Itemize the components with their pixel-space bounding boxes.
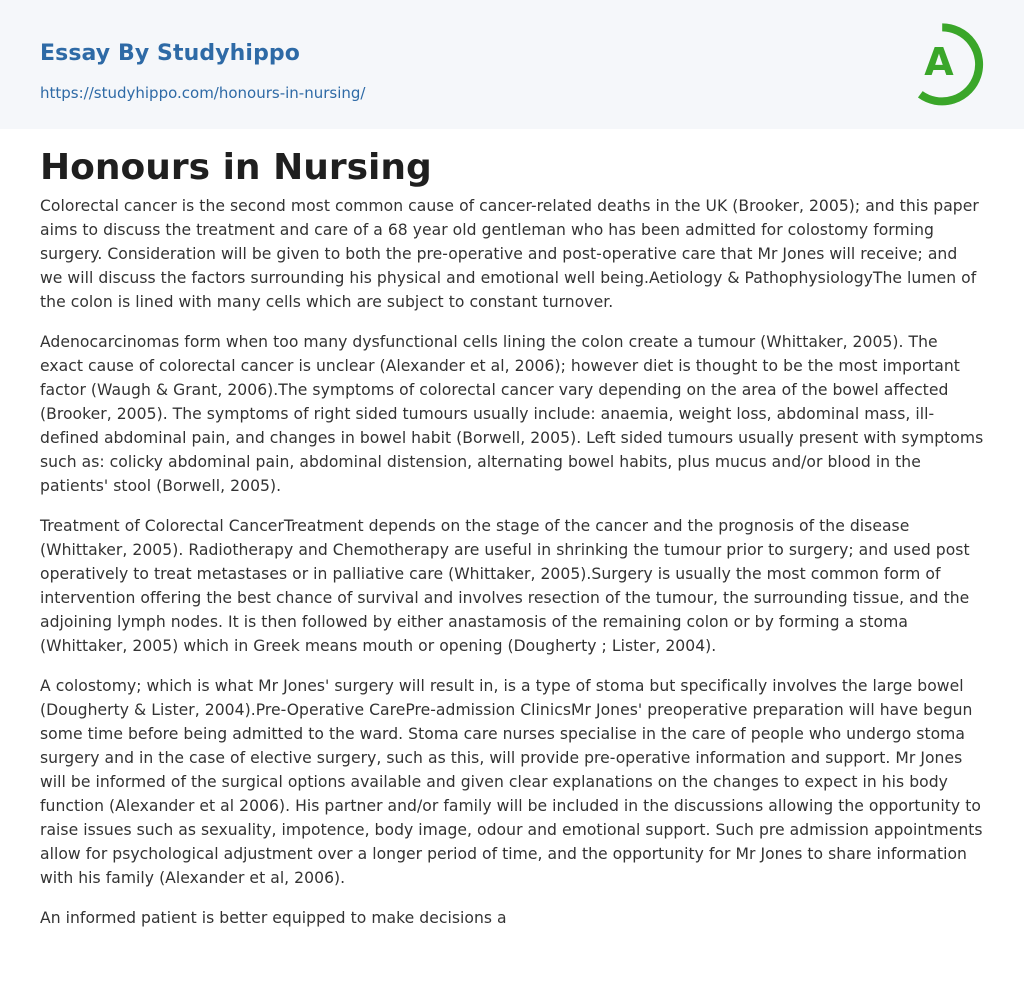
studyhippo-logo-icon[interactable] [913,20,987,106]
page-title: Honours in Nursing [40,147,432,188]
article-paragraph: An informed patient is better equipped to make decisions a [40,909,507,927]
essay-url-link[interactable]: https://studyhippo.com/honours-in-nursing/ [40,84,366,102]
article [40,144,984,946]
logo-letter: A [924,40,954,84]
brand-title[interactable]: Essay By Studyhippo [40,41,300,66]
article-paragraph: A colostomy; which is what Mr Jones' surgery will result in, is a type of stoma but specifically involves the large bowel (Dougherty & Lister, 2004).Pre-Operative CarePre-admission ClinicsMr Jones' preoperative preparation will have begun some time before being admitted to the ward. Stoma care nurses specialise in the care of people who undergo stoma surgery and in the case of elective surgery, such as this, will provide pre-operative information and support. Mr Jones will be informed of the surgical options available and given clear explanations on the changes to expect in his body function (Alexander et al 2006). His partner and/or family will be included in the discussions allowing the opportunity to raise issues such as sexuality, impotence, body image, odour and emotional support. Such pre admission appointments allow for psychological adjustment over a longer period of time, and the opportunity for Mr Jones to share information with his family (Alexander et al, 2006). [40,677,983,887]
article-paragraph: Adenocarcinomas form when too many dysfunctional cells lining the colon create a tumour (Whittaker, 2005). The exact cause of colorectal cancer is unclear (Alexander et al, 2006); however diet is thought to be the most important factor (Waugh & Grant, 2006).The symptoms of colorectal cancer vary depending on the area of the bowel affected (Brooker, 2005). The symptoms of right sided tumours usually include: anaemia, weight loss, abdominal mass, ill-defined abdominal pain, and changes in bowel habit (Borwell, 2005). Left sided tumours usually present with symptoms such as: colicky abdominal pain, abdominal distension, alternating bowel habits, plus mucus and/or blood in the patients' stool (Borwell, 2005). [40,333,984,495]
article-paragraph: Colorectal cancer is the second most common cause of cancer-related deaths in the UK (Brooker, 2005); and this paper aims to discuss the treatment and care of a 68 year old gentleman who has been admitted for colostomy forming surgery. Consideration will be given to both the pre-operative and post-operative care that Mr Jones will receive; and we will discuss the factors surrounding his physical and emotional well being.Aetiology & PathophysiologyThe lumen of the colon is lined with many cells which are subject to constant turnover. [40,197,979,311]
site-header [0,0,1024,129]
article-paragraph: Treatment of Colorectal CancerTreatment depends on the stage of the cancer and the prognosis of the disease (Whittaker, 2005). Radiotherapy and Chemotherapy are useful in shrinking the tumour prior to surgery; and used post operatively to treat metastases or in palliative care (Whittaker, 2005).Surgery is usually the most common form of intervention offering the best chance of survival and involves resection of the tumour, the surrounding tissue, and the adjoining lymph nodes. It is then followed by either anastamosis of the remaining colon or by forming a stoma (Whittaker, 2005) which in Greek means mouth or opening (Dougherty ; Lister, 2004). [40,517,970,655]
